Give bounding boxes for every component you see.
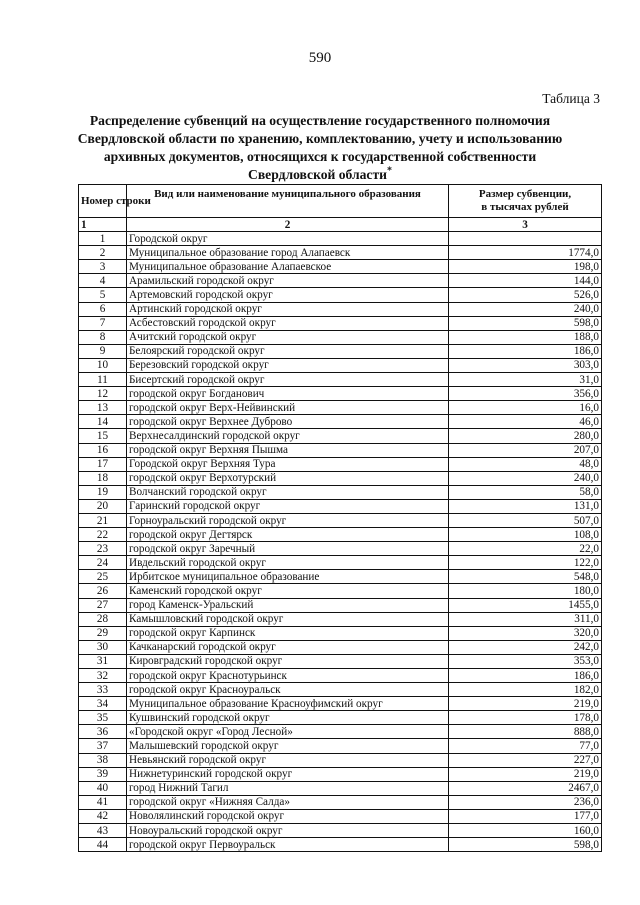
row-number-cell: 16: [79, 443, 127, 457]
amount-cell: 48,0: [449, 457, 602, 471]
municipality-cell: Белоярский городской округ: [127, 344, 449, 358]
amount-cell: 46,0: [449, 415, 602, 429]
table-row: [79, 654, 602, 668]
row-number-cell: 24: [79, 556, 127, 570]
table-row: [79, 246, 602, 260]
municipality-cell: городской округ Карпинск: [127, 626, 449, 640]
table-label: Таблица 3: [542, 91, 600, 106]
amount-cell: 320,0: [449, 626, 602, 640]
amount-cell: 31,0: [449, 373, 602, 387]
row-number-cell: 10: [79, 358, 127, 372]
amount-cell: 186,0: [449, 344, 602, 358]
row-number-cell: 18: [79, 471, 127, 485]
table-row: [79, 232, 602, 246]
amount-cell: 280,0: [449, 429, 602, 443]
municipality-cell: «Городской округ «Город Лесной»: [127, 725, 449, 739]
amount-cell: 186,0: [449, 669, 602, 683]
row-number-cell: 7: [79, 316, 127, 330]
table-row: [79, 373, 602, 387]
column-index: 1: [79, 218, 127, 232]
table-row: [79, 781, 602, 795]
amount-cell: 188,0: [449, 330, 602, 344]
row-number-cell: 42: [79, 809, 127, 823]
table-row: [79, 302, 602, 316]
table-row: [79, 387, 602, 401]
header-amount-line2: в тысячах рублей: [481, 201, 569, 213]
table-row: [79, 316, 602, 330]
row-number-cell: 8: [79, 330, 127, 344]
row-number-cell: 40: [79, 781, 127, 795]
amount-cell: 353,0: [449, 654, 602, 668]
table-row: [79, 584, 602, 598]
municipality-cell: Ачитский городской округ: [127, 330, 449, 344]
row-number-cell: 20: [79, 499, 127, 513]
table-row: [79, 697, 602, 711]
amount-cell: 16,0: [449, 401, 602, 415]
row-number-cell: 1: [79, 232, 127, 246]
table-row: [79, 838, 602, 852]
row-number-cell: 22: [79, 528, 127, 542]
municipality-cell: Артинский городской округ: [127, 302, 449, 316]
table-row: [79, 330, 602, 344]
table-row: [79, 499, 602, 513]
header-amount-line1: Размер субвенции,: [478, 188, 572, 200]
table-row: [79, 824, 602, 838]
table-row: [79, 471, 602, 485]
municipality-cell: городской округ Верхотурский: [127, 471, 449, 485]
row-number-cell: 3: [79, 260, 127, 274]
municipality-cell: Ивдельский городской округ: [127, 556, 449, 570]
municipality-cell: город Каменск-Уральский: [127, 598, 449, 612]
amount-cell: 22,0: [449, 542, 602, 556]
municipality-cell: Кировградский городской округ: [127, 654, 449, 668]
municipality-cell: Кушвинский городской округ: [127, 711, 449, 725]
municipality-cell: городской округ «Нижняя Салда»: [127, 795, 449, 809]
amount-cell: [449, 232, 602, 246]
row-number-cell: 11: [79, 373, 127, 387]
row-number-cell: 34: [79, 697, 127, 711]
amount-cell: 311,0: [449, 612, 602, 626]
amount-cell: 888,0: [449, 725, 602, 739]
table-body: [79, 232, 602, 852]
table-row: [79, 683, 602, 697]
row-number-cell: 13: [79, 401, 127, 415]
municipality-cell: Малышевский городской округ: [127, 739, 449, 753]
table-row: [79, 626, 602, 640]
municipality-cell: город Нижний Тагил: [127, 781, 449, 795]
table-row: [79, 753, 602, 767]
amount-cell: 177,0: [449, 809, 602, 823]
municipality-cell: Новоуральский городской округ: [127, 824, 449, 838]
municipality-cell: городской округ Первоуральск: [127, 838, 449, 852]
table-row: [79, 485, 602, 499]
page-number: 590: [308, 50, 332, 66]
table-row: [79, 401, 602, 415]
table-row: [79, 429, 602, 443]
title-line: Свердловской области: [248, 167, 387, 182]
title-line-last: [70, 166, 570, 184]
table-row: [79, 443, 602, 457]
table-row: [79, 669, 602, 683]
amount-cell: 240,0: [449, 302, 602, 316]
table-row: [79, 640, 602, 654]
municipality-cell: Невьянский городской округ: [127, 753, 449, 767]
municipality-cell: Горноуральский городской округ: [127, 513, 449, 527]
municipality-cell: Качканарский городской округ: [127, 640, 449, 654]
row-number-cell: 37: [79, 739, 127, 753]
amount-cell: 219,0: [449, 697, 602, 711]
amount-cell: 144,0: [449, 274, 602, 288]
title-line: архивных документов, относящихся к государственной собственности: [103, 149, 537, 164]
amount-cell: 58,0: [449, 485, 602, 499]
amount-cell: 178,0: [449, 711, 602, 725]
amount-cell: 548,0: [449, 570, 602, 584]
table-row: [79, 739, 602, 753]
municipality-cell: городской округ Верхнее Дуброво: [127, 415, 449, 429]
row-number-cell: 2: [79, 246, 127, 260]
row-number-cell: 31: [79, 654, 127, 668]
table-row: [79, 767, 602, 781]
amount-cell: 507,0: [449, 513, 602, 527]
row-number-cell: 5: [79, 288, 127, 302]
row-number-cell: 17: [79, 457, 127, 471]
amount-cell: 1774,0: [449, 246, 602, 260]
amount-cell: 77,0: [449, 739, 602, 753]
municipality-cell: Муниципальное образование город Алапаевск: [127, 246, 449, 260]
amount-cell: 207,0: [449, 443, 602, 457]
municipality-cell: Ирбитское муниципальное образование: [127, 570, 449, 584]
row-number-cell: 38: [79, 753, 127, 767]
document-title: [70, 112, 570, 184]
amount-cell: 122,0: [449, 556, 602, 570]
row-number-cell: 33: [79, 683, 127, 697]
municipality-cell: Новолялинский городской округ: [127, 809, 449, 823]
row-number-cell: 28: [79, 612, 127, 626]
municipality-cell: Городской округ Верхняя Тура: [127, 457, 449, 471]
row-number-cell: 12: [79, 387, 127, 401]
amount-cell: 219,0: [449, 767, 602, 781]
municipality-cell: Бисертский городской округ: [127, 373, 449, 387]
amount-cell: 303,0: [449, 358, 602, 372]
table-row: [79, 344, 602, 358]
table-row: [79, 260, 602, 274]
municipality-cell: Гаринский городской округ: [127, 499, 449, 513]
row-number-cell: 32: [79, 669, 127, 683]
amount-cell: 2467,0: [449, 781, 602, 795]
municipality-cell: Асбестовский городской округ: [127, 316, 449, 330]
amount-cell: 1455,0: [449, 598, 602, 612]
row-number-cell: 30: [79, 640, 127, 654]
title-line: Распределение субвенций на осуществление государственного полномочия: [89, 113, 551, 128]
row-number-cell: 15: [79, 429, 127, 443]
table-row: [79, 274, 602, 288]
municipality-cell: Муниципальное образование Алапаевское: [127, 260, 449, 274]
table-row: [79, 288, 602, 302]
table-row: [79, 457, 602, 471]
row-number-cell: 36: [79, 725, 127, 739]
column-index: 3: [449, 218, 602, 232]
municipality-cell: Нижнетуринский городской округ: [127, 767, 449, 781]
row-number-cell: 29: [79, 626, 127, 640]
table-row: [79, 809, 602, 823]
municipality-cell: Муниципальное образование Красноуфимский округ: [127, 697, 449, 711]
municipality-cell: Березовский городской округ: [127, 358, 449, 372]
table-row: [79, 542, 602, 556]
table-row: [79, 528, 602, 542]
municipality-cell: Арамильский городской округ: [127, 274, 449, 288]
column-index-row: [79, 218, 602, 232]
row-number-cell: 19: [79, 485, 127, 499]
amount-cell: 227,0: [449, 753, 602, 767]
table-row: [79, 725, 602, 739]
row-number-cell: 44: [79, 838, 127, 852]
amount-cell: 526,0: [449, 288, 602, 302]
municipality-cell: городской округ Богданович: [127, 387, 449, 401]
municipality-cell: Каменский городской округ: [127, 584, 449, 598]
municipality-cell: городской округ Верхняя Пышма: [127, 443, 449, 457]
municipality-cell: городской округ Верх-Нейвинский: [127, 401, 449, 415]
amount-cell: 240,0: [449, 471, 602, 485]
table-row: [79, 612, 602, 626]
amount-cell: 108,0: [449, 528, 602, 542]
column-index: 2: [127, 218, 449, 232]
municipality-cell: городской округ Заречный: [127, 542, 449, 556]
amount-cell: 236,0: [449, 795, 602, 809]
table-row: [79, 513, 602, 527]
row-number-cell: 4: [79, 274, 127, 288]
row-number-cell: 25: [79, 570, 127, 584]
row-number-cell: 6: [79, 302, 127, 316]
amount-cell: 182,0: [449, 683, 602, 697]
table-row: [79, 598, 602, 612]
row-number-cell: 35: [79, 711, 127, 725]
title-line: Свердловской области по хранению, комплектованию, учету и использованию: [77, 131, 563, 146]
amount-cell: 198,0: [449, 260, 602, 274]
header-row-number: Номер строки: [79, 185, 127, 218]
amount-cell: 180,0: [449, 584, 602, 598]
municipality-cell: Артемовский городской округ: [127, 288, 449, 302]
amount-cell: 160,0: [449, 824, 602, 838]
table-header-row: [79, 185, 602, 218]
row-number-cell: 26: [79, 584, 127, 598]
amount-cell: 598,0: [449, 838, 602, 852]
municipality-cell: Городской округ: [127, 232, 449, 246]
row-number-cell: 43: [79, 824, 127, 838]
municipality-cell: Верхнесалдинский городской округ: [127, 429, 449, 443]
table-row: [79, 358, 602, 372]
table-row: [79, 795, 602, 809]
municipality-cell: Волчанский городской округ: [127, 485, 449, 499]
municipality-cell: городской округ Дегтярск: [127, 528, 449, 542]
row-number-cell: 14: [79, 415, 127, 429]
municipality-cell: городской округ Красноуральск: [127, 683, 449, 697]
amount-cell: 131,0: [449, 499, 602, 513]
amount-cell: 356,0: [449, 387, 602, 401]
municipality-cell: Камышловский городской округ: [127, 612, 449, 626]
amount-cell: 242,0: [449, 640, 602, 654]
municipality-cell: городской округ Краснотурьинск: [127, 669, 449, 683]
amount-cell: 598,0: [449, 316, 602, 330]
subsidy-table: [78, 184, 602, 852]
header-amount: [449, 185, 602, 218]
table-row: [79, 556, 602, 570]
row-number-cell: 21: [79, 513, 127, 527]
row-number-cell: 41: [79, 795, 127, 809]
table-row: [79, 570, 602, 584]
row-number-cell: 39: [79, 767, 127, 781]
table-row: [79, 415, 602, 429]
row-number-cell: 27: [79, 598, 127, 612]
table-row: [79, 711, 602, 725]
footnote-mark: *: [386, 165, 392, 177]
header-municipality: Вид или наименование муниципального образования: [127, 185, 449, 218]
row-number-cell: 9: [79, 344, 127, 358]
row-number-cell: 23: [79, 542, 127, 556]
